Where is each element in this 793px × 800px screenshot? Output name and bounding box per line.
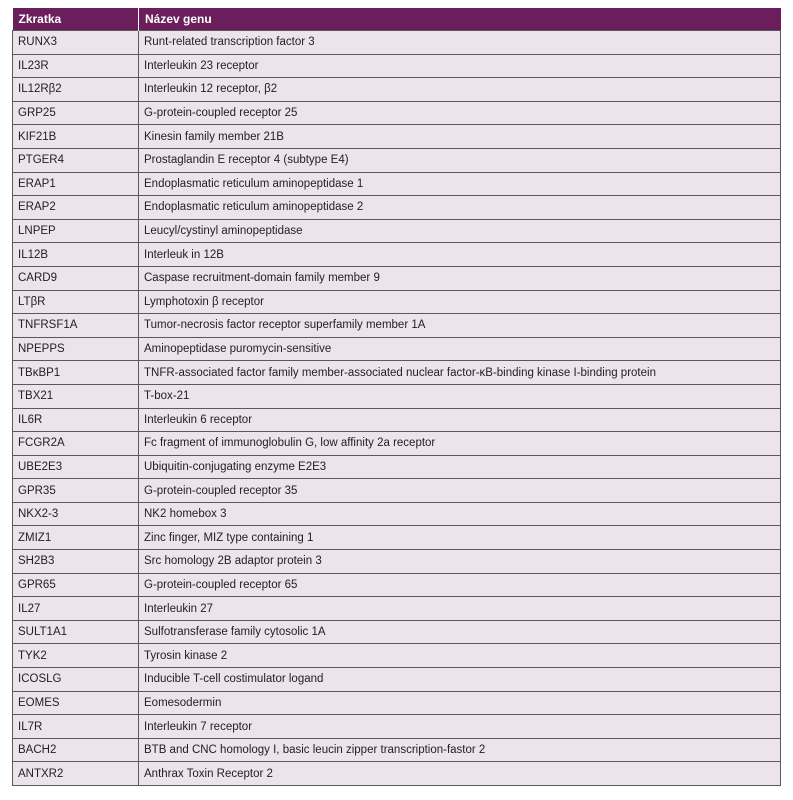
header-gene-name: Název genu — [139, 8, 781, 31]
table-body — [13, 31, 781, 786]
table-row — [13, 266, 781, 290]
gene-abbreviation-cell: TBκBP1 — [13, 361, 139, 385]
table-row — [13, 384, 781, 408]
table-row — [13, 125, 781, 149]
gene-abbreviation-cell: ERAP2 — [13, 196, 139, 220]
gene-abbreviation-cell: RUNX3 — [13, 31, 139, 55]
gene-abbreviation-cell: ICOSLG — [13, 668, 139, 692]
table-row — [13, 314, 781, 338]
gene-name-cell: G-protein-coupled receptor 25 — [139, 101, 781, 125]
table-row — [13, 78, 781, 102]
gene-name-cell: Fc fragment of immunoglobulin G, low affinity 2a receptor — [139, 432, 781, 456]
table-row — [13, 550, 781, 574]
table-row — [13, 691, 781, 715]
gene-abbreviation-cell: GPR35 — [13, 479, 139, 503]
table-row — [13, 54, 781, 78]
table-row — [13, 762, 781, 786]
gene-name-cell: Interleukin 23 receptor — [139, 54, 781, 78]
gene-name-cell: Ubiquitin-conjugating enzyme E2E3 — [139, 455, 781, 479]
table-row — [13, 620, 781, 644]
table-row — [13, 172, 781, 196]
gene-name-cell: Interleukin 27 — [139, 597, 781, 621]
gene-name-cell: Endoplasmatic reticulum aminopeptidase 1 — [139, 172, 781, 196]
gene-abbreviation-cell: BACH2 — [13, 738, 139, 762]
gene-name-cell: Caspase recruitment-domain family member 9 — [139, 266, 781, 290]
table-row — [13, 455, 781, 479]
gene-name-cell: Leucyl/cystinyl aminopeptidase — [139, 219, 781, 243]
table-header — [13, 8, 781, 31]
gene-abbreviation-cell: KIF21B — [13, 125, 139, 149]
gene-abbreviation-cell: IL23R — [13, 54, 139, 78]
gene-name-cell: Eomesodermin — [139, 691, 781, 715]
table-row — [13, 148, 781, 172]
gene-name-cell: BTB and CNC homology I, basic leucin zipper transcription-fastor 2 — [139, 738, 781, 762]
gene-name-cell: Sulfotransferase family cytosolic 1A — [139, 620, 781, 644]
gene-name-cell: Anthrax Toxin Receptor 2 — [139, 762, 781, 786]
table-row — [13, 573, 781, 597]
gene-abbreviation-cell: NPEPPS — [13, 337, 139, 361]
gene-name-cell: G-protein-coupled receptor 65 — [139, 573, 781, 597]
gene-name-cell: NK2 homebox 3 — [139, 502, 781, 526]
table-row — [13, 361, 781, 385]
gene-abbreviation-cell: CARD9 — [13, 266, 139, 290]
gene-abbreviation-cell: NKX2-3 — [13, 502, 139, 526]
table-row — [13, 432, 781, 456]
gene-abbreviation-cell: LTβR — [13, 290, 139, 314]
gene-abbreviation-cell: EOMES — [13, 691, 139, 715]
table-row — [13, 31, 781, 55]
gene-abbreviation-cell: IL7R — [13, 715, 139, 739]
gene-name-cell: Tyrosin kinase 2 — [139, 644, 781, 668]
gene-abbreviation-cell: ANTXR2 — [13, 762, 139, 786]
table-row — [13, 644, 781, 668]
gene-name-cell: Aminopeptidase puromycin-sensitive — [139, 337, 781, 361]
table-row — [13, 290, 781, 314]
gene-abbreviation-cell: GPR65 — [13, 573, 139, 597]
gene-abbreviation-cell: IL12Rβ2 — [13, 78, 139, 102]
gene-name-cell: Tumor-necrosis factor receptor superfamily member 1A — [139, 314, 781, 338]
table-row — [13, 337, 781, 361]
table-row — [13, 479, 781, 503]
gene-name-cell: Kinesin family member 21B — [139, 125, 781, 149]
gene-name-cell: Inducible T-cell costimulator logand — [139, 668, 781, 692]
gene-abbreviation-cell: SH2B3 — [13, 550, 139, 574]
gene-abbreviation-cell: IL6R — [13, 408, 139, 432]
table-row — [13, 408, 781, 432]
gene-abbreviation-cell: IL27 — [13, 597, 139, 621]
table-row — [13, 738, 781, 762]
gene-name-cell: Prostaglandin E receptor 4 (subtype E4) — [139, 148, 781, 172]
gene-name-cell: Interleukin 6 receptor — [139, 408, 781, 432]
gene-name-cell: T-box-21 — [139, 384, 781, 408]
gene-name-cell: G-protein-coupled receptor 35 — [139, 479, 781, 503]
gene-abbreviation-cell: SULT1A1 — [13, 620, 139, 644]
table-row — [13, 502, 781, 526]
table-row — [13, 715, 781, 739]
gene-name-cell: Runt-related transcription factor 3 — [139, 31, 781, 55]
gene-name-cell: Src homology 2B adaptor protein 3 — [139, 550, 781, 574]
gene-abbreviation-cell: TBX21 — [13, 384, 139, 408]
gene-abbreviation-cell: PTGER4 — [13, 148, 139, 172]
table-row — [13, 243, 781, 267]
gene-abbreviation-cell: UBE2E3 — [13, 455, 139, 479]
gene-abbreviation-cell: TNFRSF1A — [13, 314, 139, 338]
gene-abbreviation-cell: FCGR2A — [13, 432, 139, 456]
gene-table — [12, 8, 781, 786]
table-row — [13, 101, 781, 125]
gene-name-cell: Interleukin 12 receptor, β2 — [139, 78, 781, 102]
gene-name-cell: Zinc finger, MIZ type containing 1 — [139, 526, 781, 550]
gene-name-cell: Endoplasmatic reticulum aminopeptidase 2 — [139, 196, 781, 220]
table-row — [13, 196, 781, 220]
gene-abbreviation-cell: ERAP1 — [13, 172, 139, 196]
table-row — [13, 219, 781, 243]
gene-name-cell: Interleuk in 12B — [139, 243, 781, 267]
gene-abbreviation-cell: ZMIZ1 — [13, 526, 139, 550]
gene-abbreviation-cell: GRP25 — [13, 101, 139, 125]
table-row — [13, 668, 781, 692]
gene-name-cell: TNFR-associated factor family member-associated nuclear factor-κB-binding kinase I-binding protein — [139, 361, 781, 385]
gene-name-cell: Interleukin 7 receptor — [139, 715, 781, 739]
gene-abbreviation-cell: IL12B — [13, 243, 139, 267]
gene-name-cell: Lymphotoxin β receptor — [139, 290, 781, 314]
gene-abbreviation-cell: TYK2 — [13, 644, 139, 668]
gene-abbreviation-cell: LNPEP — [13, 219, 139, 243]
header-abbreviation: Zkratka — [13, 8, 139, 31]
table-row — [13, 526, 781, 550]
header-row — [13, 8, 781, 31]
table-row — [13, 597, 781, 621]
